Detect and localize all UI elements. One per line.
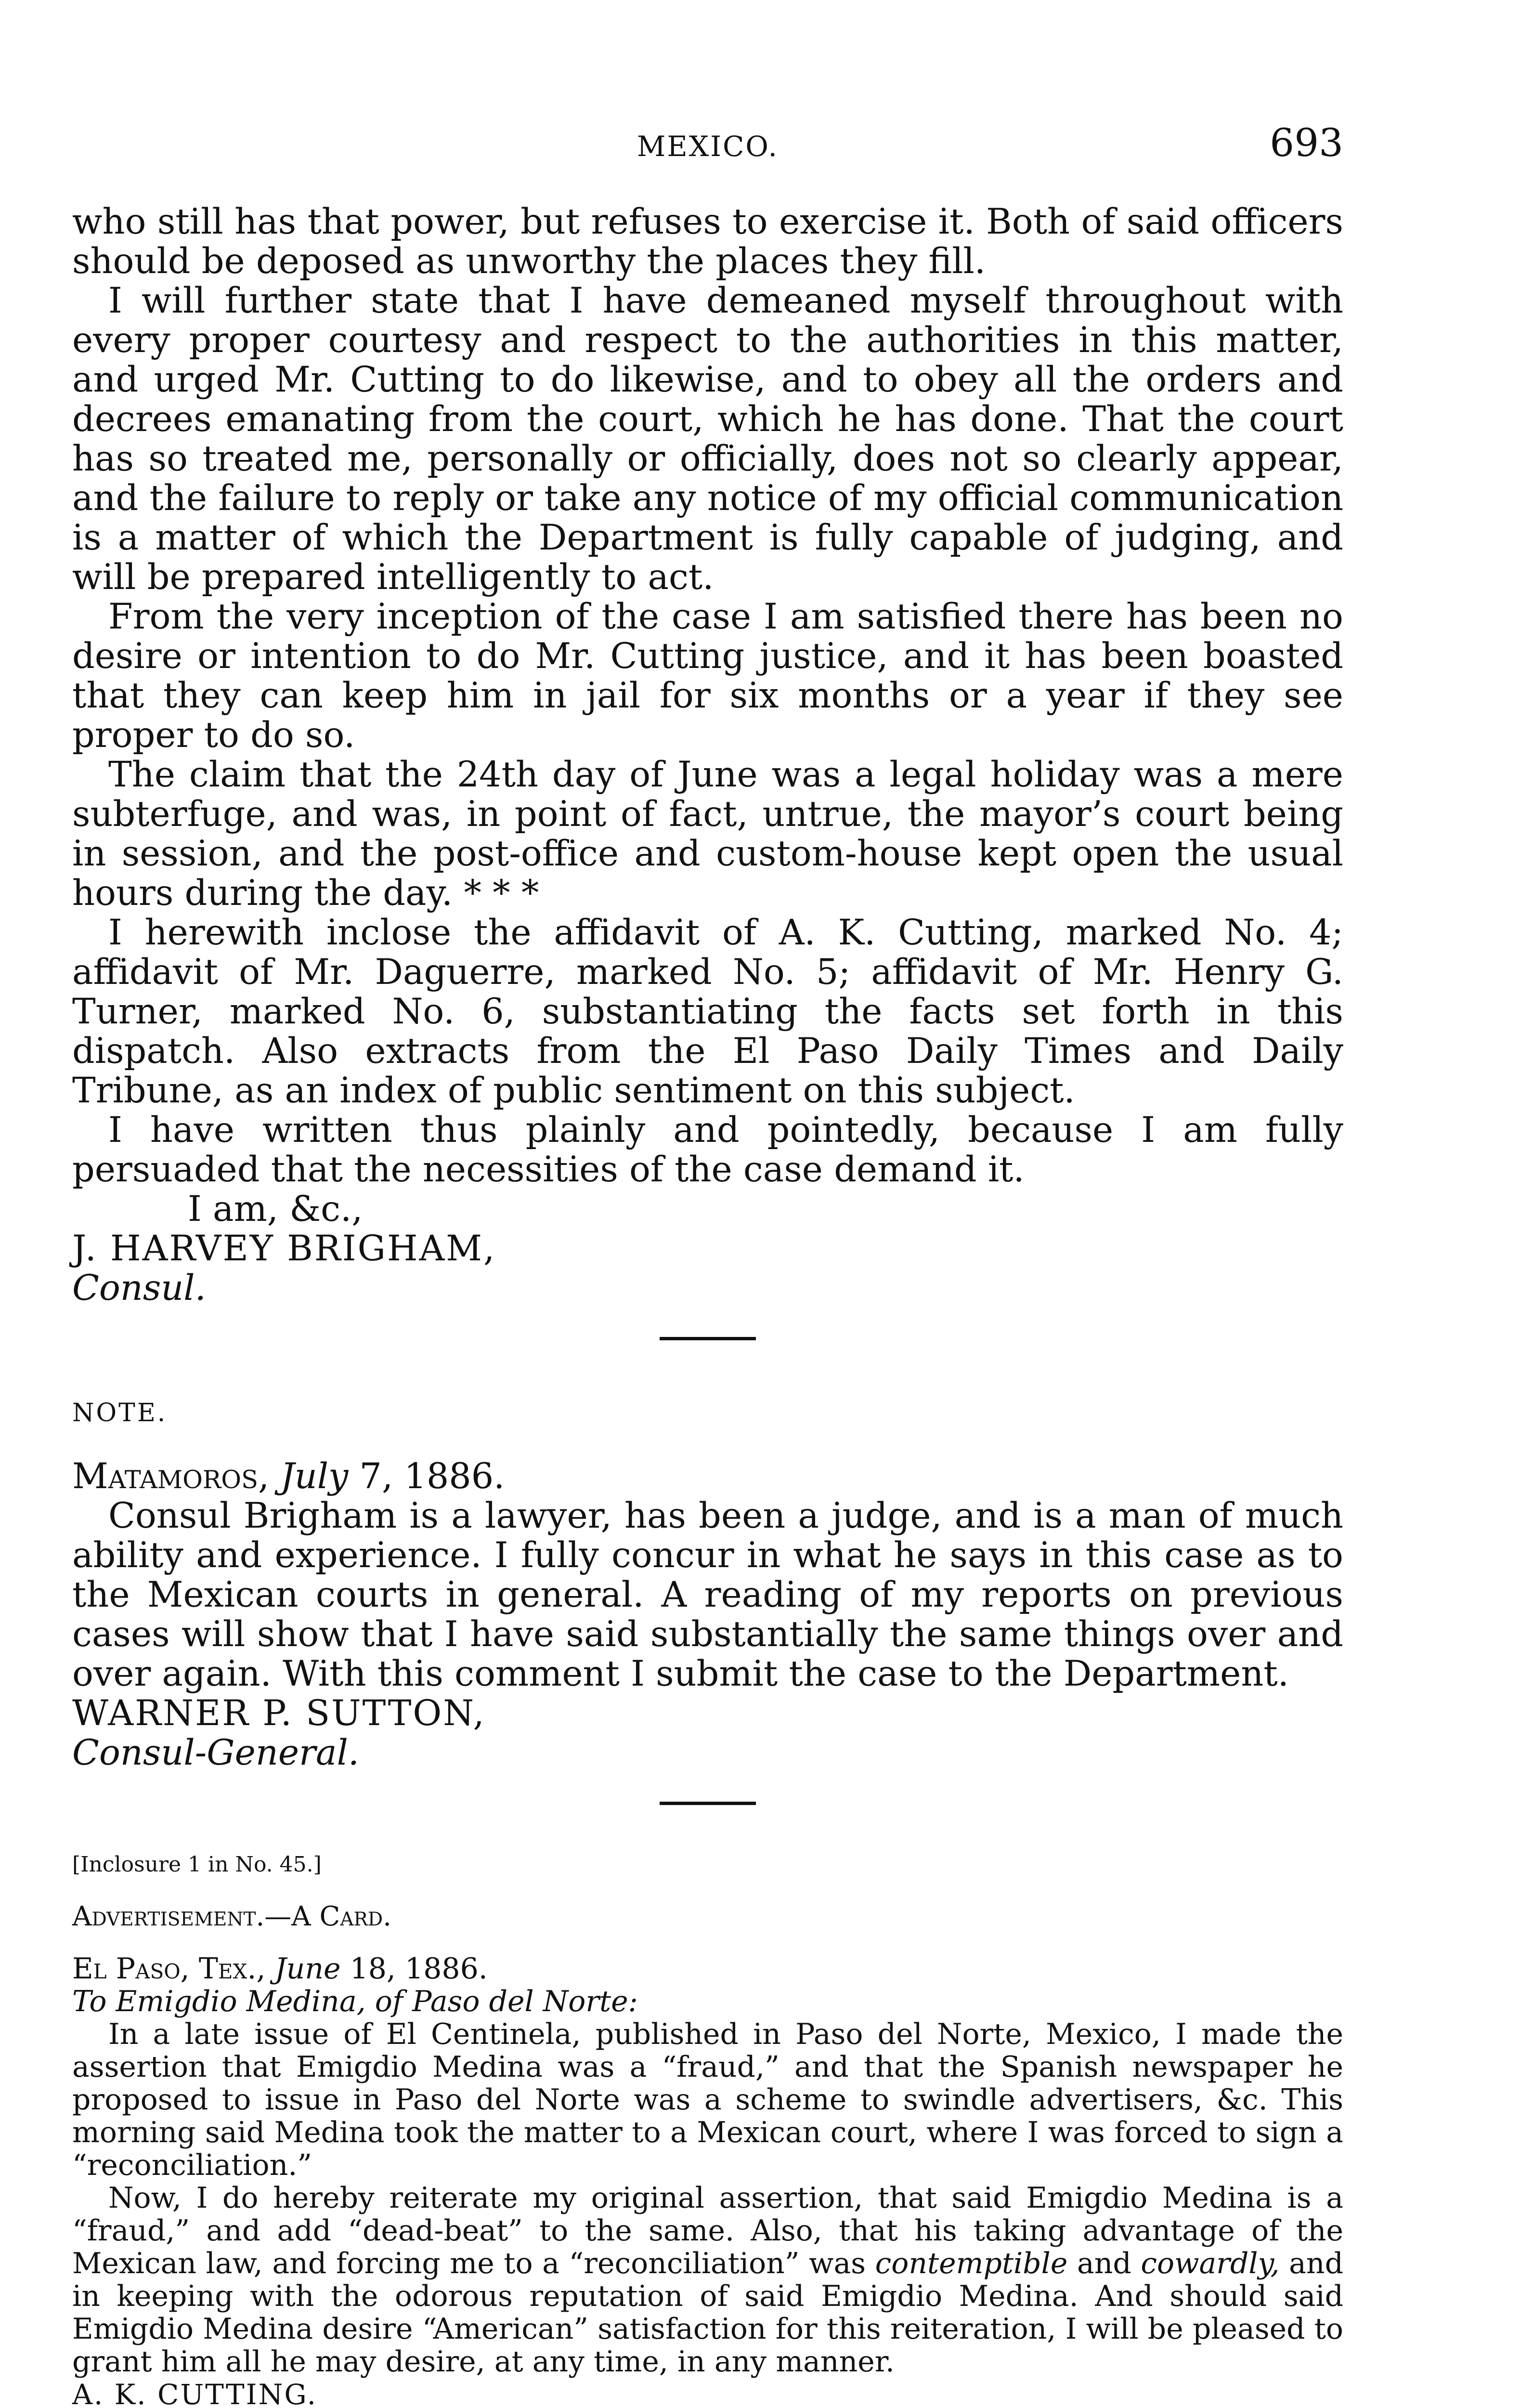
note-signature-name: WARNER P. SUTTON, <box>72 1693 486 1734</box>
inclosure-emphasis: contemptible <box>875 2247 1068 2280</box>
document-page <box>72 0 1343 2408</box>
inclosure-label: [Inclosure 1 in No. 45.] <box>72 1852 322 1877</box>
note-dateline <box>72 1457 1343 1496</box>
inclosure-text: and <box>1077 2247 1131 2280</box>
section-divider <box>660 1802 756 1805</box>
inclosure-date-month: June <box>274 1952 341 1986</box>
page-header <box>72 120 1343 169</box>
inclosure-dateline <box>72 1952 1343 1985</box>
note-date-month: July <box>280 1456 349 1497</box>
letter-signature-name: J. HARVEY BRIGHAM, <box>72 1228 496 1269</box>
note-body: Consul Brigham is a lawyer, has been a judge, and is a man of much ability and experience. I fully concur in what he says in this case as to the Mexican courts in general. A reading of my reports on previous cases will show that I have said substantially the same things over and over again. With this comment I submit the case to the Department. <box>72 1495 1343 1694</box>
running-head: MEXICO. <box>637 130 779 163</box>
section-divider <box>660 1337 756 1340</box>
letter-closing: I am, &c., <box>188 1189 363 1230</box>
inclosure-text: Now, I do hereby reiterate my original assertion, that said Emigdio Medina is a “fraud,” and add “dead-beat” to the same. Also, that his taking advantage of the Mexican law, and forcing me to a “reconciliation” was <box>72 2181 1343 2280</box>
inclosure-paragraph <box>72 2182 1343 2378</box>
letter-paragraph: I herewith inclose the affidavit of A. K. Cutting, marked No. 4; affidavit of Mr. Daguerre, marked No. 5; affidavit of Mr. Henry G. Turner, marked No. 6, substantiating the facts set forth in this dispatch. Also extracts from the El Paso Daily Times and Daily Tribune, as an index of public sentiment on this subject. <box>72 912 1343 1111</box>
note-heading: NOTE. <box>72 1399 168 1427</box>
inclosure-addressee: To Emigdio Medina, of Paso del Norte: <box>72 1985 638 2018</box>
inclosure-place: El Paso, Tex., <box>72 1952 266 1986</box>
letter-paragraph: From the very inception of the case I am satisfied there has been no desire or intention to do Mr. Cutting justice, and it has been boasted that they can keep him in jail for six months or a year if they see proper to do so. <box>72 596 1343 756</box>
letter-signature-title: Consul. <box>72 1268 206 1309</box>
letter-paragraph: I have written thus plainly and pointedly, because I am fully persuaded that the necessities of the case demand it. <box>72 1110 1343 1190</box>
advertisement-heading: Advertisement.—A Card. <box>72 1901 391 1932</box>
letter-paragraph: who still has that power, but refuses to exercise it. Both of said officers should be deposed as unworthy the places they fill. <box>72 201 1343 282</box>
inclosure-emphasis: cowardly, <box>1141 2247 1280 2280</box>
page-body <box>72 202 1343 2408</box>
page-number: 693 <box>1270 120 1343 165</box>
inclosure-paragraph: In a late issue of El Centinela, published in Paso del Norte, Mexico, I made the assertion that Emigdio Medina was a “fraud,” and that the Spanish newspaper he proposed to issue in Paso del Norte was a scheme to swindle advertisers, &c. This morning said Medina took the matter to a Mexican court, where I was forced to sign a “reconciliation.” <box>72 2017 1343 2182</box>
letter-paragraph: The claim that the 24th day of June was a legal holiday was a mere subterfuge, and was, in point of fact, untrue, the mayor’s court being in session, and the post-office and custom-house kept open the usual hours during the day. * * * <box>72 754 1343 914</box>
note-signature-title: Consul-General. <box>72 1732 360 1773</box>
note-date-rest: 7, 1886. <box>359 1456 505 1497</box>
inclosure-signature: A. K. CUTTING. <box>72 2378 318 2408</box>
letter-paragraph: I will further state that I have demeaned myself throughout with every proper courtesy and respect to the authorities in this matter, and urged Mr. Cutting to do likewise, and to obey all the orders and decrees emanating from the court, which he has done. That the court has so treated me, personally or officially, does not so clearly appear, and the failure to reply or take any notice of my official communication is a matter of which the Department is fully capable of judging, and will be prepared intelligently to act. <box>72 280 1343 598</box>
note-place: Matamoros, <box>72 1456 270 1497</box>
inclosure-text: and in keeping with the odorous reputation of said Emigdio Medina. And should said Emigdio Medina desire “American” satisfaction for this reiteration, I will be pleased to grant him all he may desire, at any time, in any manner. <box>72 2247 1343 2379</box>
inclosure-date-rest: 18, 1886. <box>350 1952 488 1986</box>
